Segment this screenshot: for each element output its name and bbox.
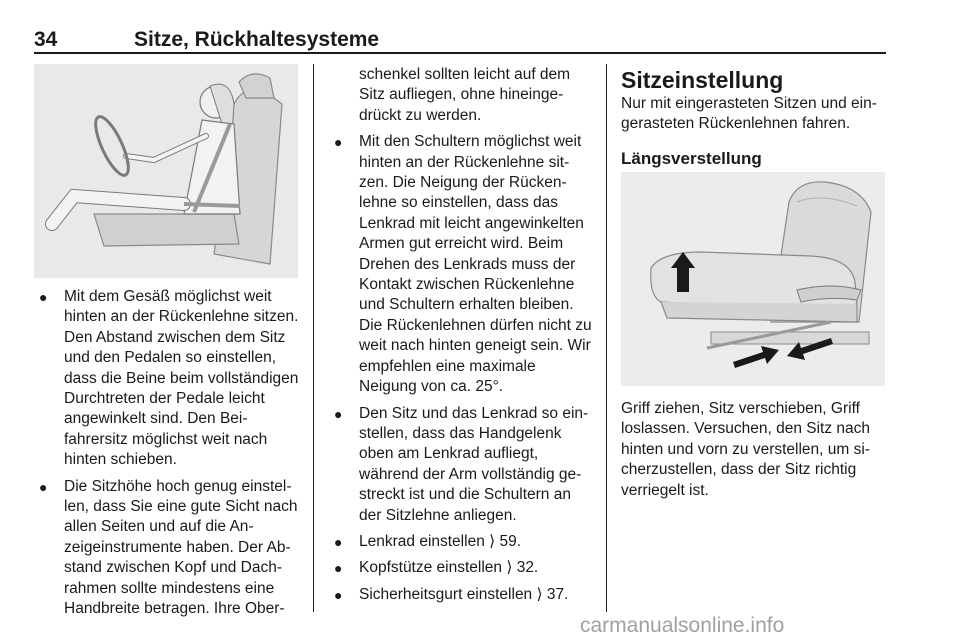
bullet-icon: ● bbox=[334, 586, 343, 603]
column-2 bbox=[329, 65, 593, 611]
list-item-text: Mit dem Gesäß möglichst weit hinten an der Rückenlehne sitzen. Den Abstand zwischen dem Sitz und den Pedalen so einstellen, dass die Beine beim vollständigen Durchtreten der Pedale leicht angewinkelt sind. Den Beifahrersitz möglichst weit nach hinten schieben. bbox=[64, 288, 299, 469]
bullet-icon: ● bbox=[39, 478, 48, 495]
list-item bbox=[329, 558, 593, 578]
section-intro: Nur mit eingerasteten Sitzen und eingerasteten Rückenlehnen fahren. bbox=[621, 95, 877, 133]
list-item bbox=[329, 585, 593, 605]
seating-instructions-list-2 bbox=[329, 132, 593, 605]
list-item-text: Die Sitzhöhe hoch genug einstellen, dass Sie eine gute Sicht nach allen Seiten und auf die Anzeigeinstrumente haben. Der Abstand zwischen Kopf und Dachrahmen sollte mindestens eine Handbreite betragen. Ihre Ober- bbox=[64, 477, 298, 618]
column-1 bbox=[34, 287, 302, 626]
list-item-text: Den Sitz und das Lenkrad so einstellen, dass das Handgelenk oben am Lenkrad aufliegt, während der Arm vollständig gestreckt ist und die Schultern an der Sitzlehne anliegen. bbox=[359, 404, 589, 524]
figure-caption: Griff ziehen, Sitz verschieben, Griff loslassen. Versuchen, den Sitz nach hinten und vorn zu verstellen, um sicherzustellen, dass der Sitz richtig verriegelt ist. bbox=[621, 400, 871, 499]
steering-wheel-reference-link[interactable]: Lenkrad einstellen ⟩ 59. bbox=[359, 532, 522, 550]
page-header bbox=[34, 28, 886, 54]
subsection-heading: Längsverstellung bbox=[621, 148, 762, 168]
driver-seat-drawing bbox=[34, 64, 298, 278]
column-divider-2 bbox=[606, 64, 607, 612]
bullet-icon: ● bbox=[334, 405, 343, 422]
list-item bbox=[329, 132, 593, 397]
driver-position-illustration bbox=[34, 64, 298, 278]
seat-adjustment-illustration bbox=[621, 172, 885, 386]
watermark: carmanualsonline.info bbox=[580, 614, 785, 637]
list-item bbox=[329, 532, 593, 552]
chapter-title: Sitze, Rückhaltesysteme bbox=[134, 28, 380, 51]
list-item bbox=[34, 477, 302, 620]
header-rule bbox=[34, 52, 886, 54]
headrest-reference-link[interactable]: Kopfstütze einstellen ⟩ 32. bbox=[359, 559, 539, 577]
page-number: 34 bbox=[34, 28, 58, 51]
bullet-icon: ● bbox=[334, 533, 343, 550]
column-3 bbox=[621, 66, 887, 169]
continued-text: schenkel sollten leicht auf dem Sitz aufliegen, ohne hineingedrückt zu werden. bbox=[359, 66, 571, 124]
list-item-text: Mit den Schultern möglichst weit hinten an der Rückenlehne sitzen. Die Neigung der Rückenlehne so einstellen, dass das Lenkrad mit leicht angewinkelten Armen gut erreicht wird. Beim Drehen des Lenkrads muss der Kontakt zwischen Rückenlehne und Schultern erhalten bleiben. Die Rückenlehnen dürfen nicht zu weit nach hinten geneigt sein. Wir empfehlen eine maximale Neigung von ca. 25°. bbox=[359, 133, 592, 396]
seat-adjustment-drawing bbox=[621, 172, 885, 386]
bullet-icon: ● bbox=[39, 289, 48, 305]
bullet-icon: ● bbox=[334, 560, 343, 577]
bullet-icon: ● bbox=[334, 134, 343, 151]
seatbelt-reference-link[interactable]: Sicherheitsgurt einstellen ⟩ 37. bbox=[359, 585, 569, 603]
column-divider-1 bbox=[313, 64, 314, 612]
seating-instructions-list-1 bbox=[34, 287, 302, 620]
list-item bbox=[34, 287, 302, 471]
list-item bbox=[329, 404, 593, 526]
section-heading: Sitzeinstellung bbox=[621, 67, 784, 93]
